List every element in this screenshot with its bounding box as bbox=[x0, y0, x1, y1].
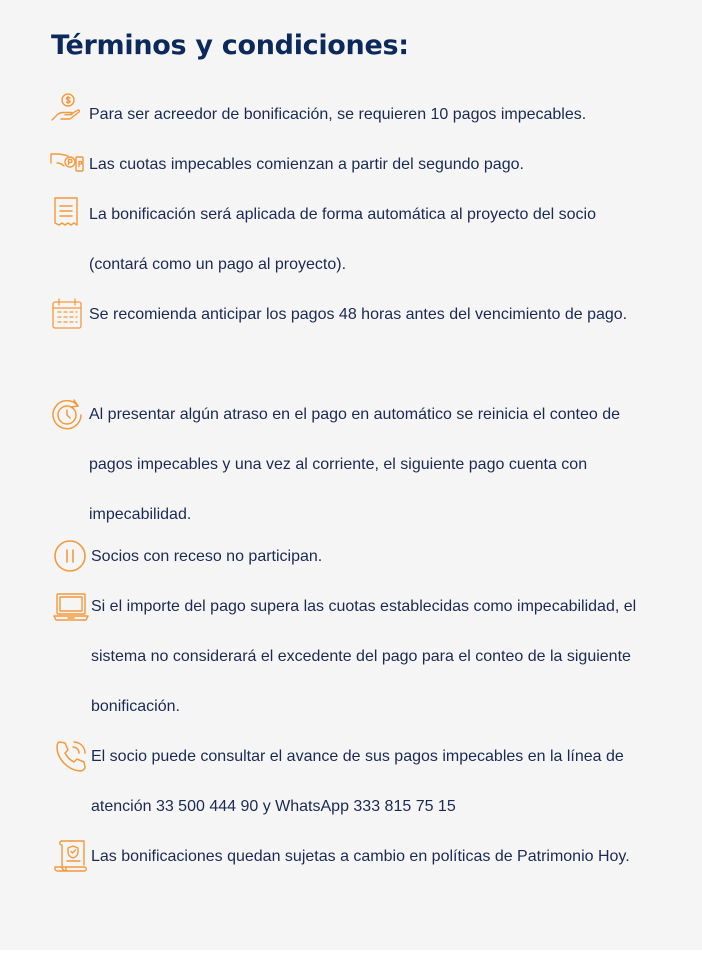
calendar-icon bbox=[51, 297, 83, 331]
hand-payment-icon bbox=[49, 148, 85, 182]
pause-icon bbox=[53, 539, 87, 573]
page-title: Términos y condiciones: bbox=[51, 30, 409, 61]
list-item-text: Se recomienda anticipar los pagos 48 horas antes del vencimiento de pago. bbox=[89, 306, 628, 323]
policy-document-icon bbox=[53, 839, 89, 873]
list-item-text: Al presentar algún atraso en el pago en automático se reinicia el conteo de pagos impecables y una vez al corriente, el siguiente pago cuenta con impecabilidad. bbox=[89, 406, 621, 523]
laptop-icon bbox=[53, 592, 89, 622]
phone-icon bbox=[54, 739, 88, 773]
list-item-text: Si el importe del pago supera las cuotas establecidas como impecabilidad, el sistema no considerará el excedente del pago para el conteo de la siguiente bonificación. bbox=[91, 598, 637, 715]
list-item-text: Socios con receso no participan. bbox=[91, 548, 323, 565]
reset-timer-icon bbox=[50, 396, 84, 430]
list-item-text: La bonificación será aplicada de forma automática al proyecto del socio (contará como un pago al proyecto). bbox=[89, 206, 596, 273]
list-item-text: El socio puede consultar el avance de sus pagos impecables en la línea de atención 33 500 444 90 y WhatsApp 333 815 75 15 bbox=[91, 748, 624, 815]
list-item-text: Para ser acreedor de bonificación, se requieren 10 pagos impecables. bbox=[89, 106, 587, 123]
list-item-text: Las bonificaciones quedan sujetas a cambio en políticas de Patrimonio Hoy. bbox=[91, 848, 630, 865]
hand-money-icon bbox=[49, 92, 83, 126]
list-item-text: Las cuotas impecables comienzan a partir del segundo pago. bbox=[89, 156, 524, 173]
receipt-icon bbox=[50, 196, 82, 230]
